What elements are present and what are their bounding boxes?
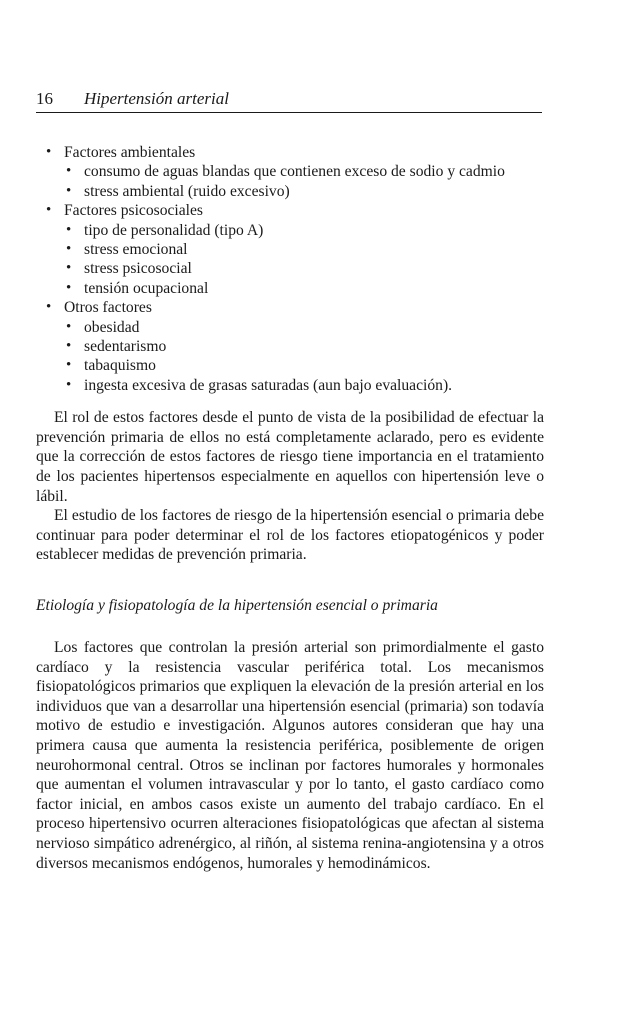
running-title: Hipertensión arterial [84,89,229,108]
factor-item: • ingesta excesiva de grasas saturadas (aun bajo evaluación). [64,376,546,395]
factor-items [64,162,546,201]
factor-group-other [36,298,546,395]
risk-factor-list [36,143,546,395]
section-paragraph: Los factores que controlan la presión arterial son primordialmente el gasto cardíaco y la resistencia vascular periférica total. Los mecanismos fisiopatológicos primarios que expliquen la elevación de la presión arterial en los individuos que van a desarrollar una hipertensión esencial (primaria) son todavía motivo de estudio e investigación. Algunos autores consideran que hay una primera causa que aumenta la resistencia periférica, posiblemente de origen neurohormonal central. Otros se inclinan por factores humorales y hormonales que aumentan el volumen intravascular y por lo tanto, el gasto cardíaco como factor inicial, en ambos casos existe un aumento del trabajo cardíaco. En el proceso hipertensivo ocurren alteraciones fisiopatológicas que afectan al sistema nervioso simpático adrenérgico, al riñón, al sistema renina-angiotensina y a otros diversos mecanismos endógenos, humorales y hemodinámicos. [36,639,544,872]
factor-item: • stress emocional [64,240,546,259]
factor-item: • stress psicosocial [64,259,546,278]
factor-item: • stress ambiental (ruido excesivo) [64,182,546,201]
body-paragraph: El rol de estos factores desde el punto de vista de la posibilidad de efectuar la prevención primaria de ellos no está completamente aclarado, pero es evidente que la corrección de estos factores de riesgo tiene importancia en el tratamiento de los pacientes hipertensos especialmente en aquellos con hipertensión leve o lábil. [36,409,544,505]
factor-item: • sedentarismo [64,337,546,356]
body-text [36,408,546,565]
factor-group-label: • Otros factores [64,299,152,316]
factor-item: • tipo de personalidad (tipo A) [64,221,546,240]
factor-groups [36,143,546,395]
body-paragraph: El estudio de los factores de riesgo de la hipertensión esencial o primaria debe continuar para poder determinar el rol de los factores etiopatogénicos y poder establecer medidas de prevención primaria. [36,507,544,564]
page-number: 16 [36,89,53,108]
factor-item: • tensión ocupacional [64,279,546,298]
factor-item: • obesidad [64,318,546,337]
factor-item: • consumo de aguas blandas que contienen exceso de sodio y cadmio [64,162,546,181]
factor-group-label: • Factores ambientales [64,144,195,161]
factor-group-psychosocial [36,201,546,298]
running-header [36,88,542,113]
factor-item: • tabaquismo [64,356,546,375]
factor-items [64,318,546,396]
factor-group-environmental [36,143,546,201]
factor-group-label: • Factores psicosociales [64,202,203,219]
factor-items [64,221,546,299]
section-heading: Etiología y fisiopatología de la hipertensión esencial o primaria [36,597,438,615]
book-page [36,88,546,873]
